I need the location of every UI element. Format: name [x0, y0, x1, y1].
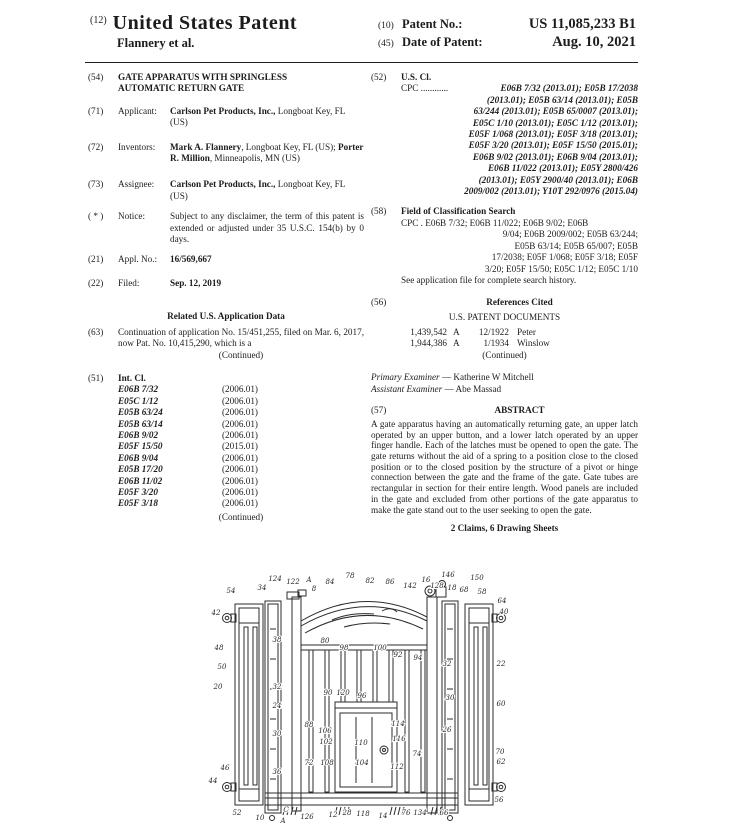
gate-figure-svg: [184, 571, 529, 829]
figure-ref-numeral: 44: [208, 777, 218, 785]
primary-examiner-line: [371, 371, 638, 384]
invention-title: [118, 72, 364, 95]
appl-no-value: 16/569,667: [170, 254, 212, 265]
figure-ref-numeral: 72: [304, 759, 314, 767]
figure-ref-numeral: 100: [373, 644, 387, 652]
int-cl-code: E06B 7/32: [118, 384, 159, 395]
figure-ref-numeral: 30: [445, 694, 455, 702]
figure-ref-numeral: 146: [441, 571, 455, 579]
inventors-label: Inventors:: [118, 141, 156, 152]
section-71-applicant: [88, 106, 364, 129]
field-search-lines: [401, 229, 638, 275]
figure-ref-numeral: 142: [403, 582, 417, 590]
classification-line: 9/04; E06B 2009/002; E05B 63/244;: [502, 229, 638, 240]
kind-code-number: (12): [90, 15, 107, 26]
int-cl-row: [118, 476, 364, 487]
int-cl-row: [118, 407, 364, 418]
int-cl-code: E05F 3/18: [118, 498, 158, 509]
header-rule: [85, 62, 638, 63]
section-number: (22): [88, 277, 104, 288]
int-cl-code: E05C 1/12: [118, 395, 159, 406]
patent-drawing: [184, 571, 529, 829]
int-cl-row: [118, 419, 364, 430]
section-52-us-cl: [371, 72, 638, 197]
inventor-2-location: , Minneapolis, MN (US): [209, 153, 300, 164]
figure-ref-numeral: 56: [494, 796, 504, 804]
figure-ref-numeral: 122: [286, 578, 300, 586]
int-cl-code: E05B 17/20: [118, 464, 163, 475]
figure-ref-numeral: 96: [357, 692, 367, 700]
continuation-text: Continuation of application No. 15/451,255, filed on Mar. 6, 2017, now Pat. No. 10,415,290, which is a: [118, 326, 364, 349]
classification-line: (2013.01); E05Y 2900/40 (2013.01); E06B: [478, 174, 638, 185]
figure-ref-numeral: 110: [354, 739, 368, 747]
assignee-value: [170, 179, 364, 202]
int-cl-row: [118, 441, 364, 452]
figure-ref-numeral: 92: [393, 651, 403, 659]
section-22-filed: [88, 278, 364, 289]
assignee-location: Longboat Key, FL (US): [170, 179, 345, 201]
classification-line: 17/2038; E05F 1/068; E05F 3/18; E05F: [491, 252, 638, 263]
applicant-field: [118, 106, 364, 129]
section-notice: [88, 211, 364, 245]
figure-ref-numeral: 10: [255, 814, 265, 822]
appl-no-field: [118, 254, 364, 265]
int-cl-continued: (Continued): [218, 511, 264, 522]
figure-ref-numeral: 134: [413, 809, 427, 817]
assignee-field: [118, 179, 364, 202]
applicant-value: [170, 106, 364, 129]
int-cl-row: [118, 464, 364, 475]
invention-title-line2: AUTOMATIC RETURN GATE: [118, 83, 245, 94]
us-patent-documents-heading: U.S. PATENT DOCUMENTS: [448, 311, 561, 322]
figure-ref-numeral: 14: [378, 812, 388, 820]
reference-date: 1/1934: [483, 338, 509, 349]
filed-field: [118, 278, 364, 289]
section-number: (58): [371, 206, 387, 217]
patent-date-row: [378, 34, 636, 52]
section-number: (71): [88, 105, 104, 116]
field-search-note: See application file for complete search history.: [401, 274, 577, 285]
int-cl-code: E05F 3/20: [118, 486, 158, 497]
int-cl-year: (2006.01): [222, 384, 258, 395]
assignee-name: Carlson Pet Products, Inc.,: [170, 179, 276, 190]
figure-ref-numeral: 68: [459, 586, 469, 594]
assistant-examiner-name: — Abe Massad: [442, 384, 502, 395]
figure-ref-numeral: 120: [336, 689, 350, 697]
int-cl-year: (2006.01): [222, 498, 258, 509]
figure-ref-numeral: 66: [439, 809, 449, 817]
int-cl-year: (2006.01): [222, 395, 258, 406]
assistant-examiner-label: Assistant Examiner: [371, 384, 443, 395]
section-number: (54): [88, 72, 104, 82]
field-number-45: (45): [378, 39, 394, 49]
continuation-continued: (Continued): [218, 349, 264, 360]
section-number: (57): [371, 404, 387, 415]
inventor-2-name: Porter R. Million: [170, 141, 364, 164]
int-cl-year: (2006.01): [222, 418, 258, 429]
figure-ref-numeral: C: [283, 806, 289, 814]
int-cl-code: E06B 9/02: [118, 429, 159, 440]
primary-examiner-name: — Katherine W Mitchell: [439, 371, 534, 382]
inventor-1-location: , Longboat Key, FL (US);: [241, 141, 338, 152]
references-table: [371, 327, 638, 349]
references-continued: (Continued): [482, 350, 527, 361]
figure-ref-numeral: 104: [355, 759, 369, 767]
figure-ref-numeral: 32: [442, 660, 452, 668]
figure-ref-numeral: 86: [385, 578, 395, 586]
figure-ref-numeral: 52: [232, 809, 242, 817]
cpc-lead: CPC ............: [401, 83, 449, 94]
section-57-abstract: [371, 405, 638, 416]
cpc-lines: [401, 95, 638, 198]
applicant-location: Longboat Key, FL (US): [170, 105, 345, 128]
abstract-heading: ABSTRACT: [494, 404, 545, 415]
figure-ref-numeral: 82: [365, 577, 375, 585]
claims-summary: 2 Claims, 6 Drawing Sheets: [450, 523, 559, 534]
filed-label: Filed:: [118, 277, 140, 288]
us-cl-block: [401, 72, 638, 197]
figure-ref-numeral: 78: [345, 572, 355, 580]
int-cl-row: [118, 453, 364, 464]
cpc-first-line: [401, 83, 638, 94]
section-number: (52): [371, 72, 387, 82]
int-cl-heading: Int. Cl.: [118, 372, 146, 383]
inventors-field: [118, 142, 364, 165]
int-cl-row: [118, 396, 364, 407]
notice-field: [118, 211, 364, 245]
applicant-name: Carlson Pet Products, Inc.,: [170, 105, 276, 116]
figure-ref-numeral: 112: [390, 763, 404, 771]
gate-figure-geometry: [223, 581, 506, 821]
primary-examiner-label: Primary Examiner: [371, 371, 440, 382]
header-title-line: [90, 12, 297, 35]
patent-date-label: Date of Patent:: [402, 35, 483, 49]
header-right: [378, 16, 636, 52]
page-title: United States Patent: [112, 12, 298, 34]
invention-title-line1: GATE APPARATUS WITH SPRINGLESS: [118, 72, 288, 82]
abstract-text: A gate apparatus having an automatically returning gate, an upper latch operated by an upper button, and a lower latch operated by an upper finger handle. Each of the latches must be opened to open the gate. The gate returns without the aid of a spring to a position close to the closed position or to the closed position by the structure of a pivot or hinge connection between the gate and the frame of the gate. Gate tubes are rectangular in section for their entire length. Wood panels are included in the gate and excluded from other portions of the gate apparatus to make the gate stand out to the user seeking to open the gate.: [371, 418, 638, 515]
figure-ref-numeral: 114: [391, 720, 405, 728]
int-cl-year: (2006.01): [222, 475, 258, 486]
patent-date-value: Aug. 10, 2021: [552, 34, 636, 50]
figure-ref-numeral: 124: [268, 575, 282, 583]
int-cl-code: E05B 63/14: [118, 418, 163, 429]
section-21-appl-no: [88, 254, 364, 265]
figure-ref-numeral: 58: [477, 588, 487, 596]
section-number: ( * ): [88, 211, 104, 222]
figure-ref-numeral: 16: [421, 576, 431, 584]
int-cl-list: [118, 384, 364, 509]
int-cl-year: (2006.01): [222, 407, 258, 418]
int-cl-year: (2006.01): [222, 486, 258, 497]
figure-ref-numeral: 20: [213, 683, 223, 691]
int-cl-code: E06B 9/04: [118, 452, 159, 463]
figure-ref-numeral: 102: [319, 738, 333, 746]
cpc-first-codes: E06B 7/32 (2013.01); E05B 17/2038: [500, 83, 638, 94]
figure-ref-numeral: 26: [442, 726, 452, 734]
field-search-heading: Field of Classification Search: [401, 206, 516, 217]
figure-ref-numeral: 50: [217, 663, 227, 671]
classification-line: 3/20; E05F 15/50; E05C 1/12; E05C 1/10: [484, 263, 638, 274]
int-cl-year: (2006.01): [222, 464, 258, 475]
reference-number: 1,944,386: [410, 338, 447, 349]
reference-number: 1,439,542: [410, 327, 447, 338]
figure-ref-numeral: 46: [220, 764, 230, 772]
int-cl-code: E06B 11/02: [118, 475, 163, 486]
figure-ref-numeral: 62: [496, 758, 506, 766]
section-72-inventors: [88, 142, 364, 165]
figure-ref-numeral: 36: [272, 768, 282, 776]
classification-line: E05C 1/10 (2013.01); E05C 1/12 (2013.01);: [472, 117, 638, 128]
classification-line: E05B 63/14; E05B 65/007; E05B: [514, 240, 638, 251]
classification-line: 2009/002 (2013.01); Y10T 292/0976 (2015.04): [464, 186, 638, 197]
section-63-continuation: [88, 327, 364, 361]
figure-ref-numeral: 118: [356, 810, 370, 818]
int-cl-row: [118, 487, 364, 498]
classification-line: E06B 11/022 (2013.01); E05Y 2800/426: [488, 163, 638, 174]
figure-ref-numeral: 70: [495, 748, 505, 756]
int-cl-code: E05F 15/50: [118, 441, 163, 452]
references-heading: References Cited: [486, 297, 553, 308]
patent-number-label: Patent No.:: [402, 17, 463, 31]
classification-line: (2013.01); E05B 63/14 (2013.01); E05B: [486, 94, 638, 105]
figure-ref-numeral: 150: [470, 574, 484, 582]
applicant-label: Applicant:: [118, 105, 157, 116]
figure-ref-numeral: 106: [318, 727, 332, 735]
left-column: [88, 72, 364, 525]
section-number: (63): [88, 326, 104, 337]
figure-ref-numeral: 40: [499, 608, 509, 616]
inventor-1-name: Mark A. Flannery: [170, 141, 242, 152]
int-cl-year: (2006.01): [222, 429, 258, 440]
classification-line: E05F 1/068 (2013.01); E05F 3/18 (2013.01);: [468, 129, 638, 140]
figure-ref-numeral: 24: [272, 702, 282, 710]
reference-date: 12/1922: [478, 327, 509, 338]
int-cl-year: (2006.01): [222, 452, 258, 463]
inventor-short-name: Flannery et al.: [117, 36, 195, 50]
notice-text: Subject to any disclaimer, the term of this patent is extended or adjusted under 35 U.S.C. 154(b) by 0 days.: [170, 211, 364, 245]
reference-row: [371, 338, 638, 349]
section-number: (72): [88, 141, 104, 152]
assignee-label: Assignee:: [118, 179, 155, 190]
reference-kind-code: A: [453, 338, 460, 349]
section-number: (51): [88, 372, 104, 383]
figure-ref-numeral: 32: [272, 683, 282, 691]
figure-ref-numeral: 80: [320, 637, 330, 645]
appl-no-label: Appl. No.:: [118, 254, 158, 265]
header-left: [90, 12, 297, 51]
figure-ref-numeral: 128: [430, 582, 444, 590]
figure-ref-numeral: 34: [257, 584, 267, 592]
figure-ref-numeral: 38: [272, 636, 282, 644]
section-73-assignee: [88, 179, 364, 202]
figure-ref-numeral: A: [280, 817, 286, 825]
related-data-heading: Related U.S. Application Data: [167, 311, 285, 322]
notice-label: Notice:: [118, 211, 146, 222]
figure-ref-numeral: 18: [447, 584, 457, 592]
figure-ref-numeral: 12: [328, 811, 338, 819]
classification-line: E05F 3/20 (2013.01); E05F 15/50 (2015.01);: [468, 140, 638, 151]
figure-ref-numeral: 126: [300, 813, 314, 821]
figure-ref-numeral: 22: [496, 660, 506, 668]
figure-ref-numeral: 8: [311, 585, 317, 593]
reference-row: [371, 327, 638, 338]
reference-kind-code: A: [453, 327, 460, 338]
figure-ref-numeral: 42: [211, 609, 221, 617]
assistant-examiner-line: [371, 383, 638, 396]
classification-line: 63/244 (2013.01); E05B 65/0007 (2013.01);: [473, 106, 638, 117]
figure-ref-numeral: A: [306, 576, 312, 584]
patent-number-row: [378, 16, 636, 34]
patent-number-value: US 11,085,233 B1: [528, 16, 636, 32]
field-number-10: (10): [378, 21, 394, 31]
figure-ref-numeral: 76: [401, 809, 411, 817]
section-number: (73): [88, 179, 104, 190]
inventors-value: [170, 142, 364, 165]
section-54-title: [88, 72, 364, 95]
us-cl-heading: U.S. Cl.: [401, 72, 432, 82]
filed-value: Sep. 12, 2019: [170, 277, 222, 288]
figure-ref-numeral: 60: [496, 700, 506, 708]
int-cl-row: [118, 430, 364, 441]
figure-ref-numeral: 94: [413, 654, 423, 662]
section-51-int-cl: [88, 373, 364, 523]
figure-ref-numeral: 116: [392, 735, 406, 743]
figure-ref-numeral: 64: [497, 597, 507, 605]
int-cl-row: [118, 384, 364, 395]
classification-line: E06B 9/02 (2013.01); E06B 9/04 (2013.01);: [472, 151, 638, 162]
figure-ref-numeral: 28: [342, 809, 352, 817]
field-search-first-line: CPC . E06B 7/32; E06B 11/022; E06B 9/02; E06B: [401, 217, 589, 228]
figure-ref-numeral: 30: [272, 730, 282, 738]
section-number: (56): [371, 297, 387, 308]
figure-ref-numeral: 90: [323, 689, 333, 697]
figure-ref-numeral: 84: [325, 578, 335, 586]
int-cl-row: [118, 498, 364, 509]
continuation-block: [118, 327, 364, 361]
section-58-field-search: [371, 206, 638, 286]
right-column: [371, 72, 638, 535]
figure-ref-numeral: 48: [214, 644, 224, 652]
reference-inventor: Winslow: [517, 338, 550, 349]
figure-ref-numeral: 88: [304, 721, 314, 729]
int-cl-year: (2015.01): [222, 441, 258, 452]
field-search-block: [401, 206, 638, 286]
reference-inventor: Peter: [517, 327, 536, 338]
figure-ref-numeral: 98: [339, 644, 349, 652]
section-number: (21): [88, 254, 104, 265]
figure-ref-numeral: 74: [412, 750, 422, 758]
int-cl-code: E05B 63/24: [118, 407, 163, 418]
examiner-block: [371, 371, 638, 396]
section-56-references: [371, 297, 638, 308]
int-cl-block: [118, 373, 364, 523]
figure-ref-numeral: 108: [320, 759, 334, 767]
figure-ref-numeral: 54: [226, 587, 236, 595]
